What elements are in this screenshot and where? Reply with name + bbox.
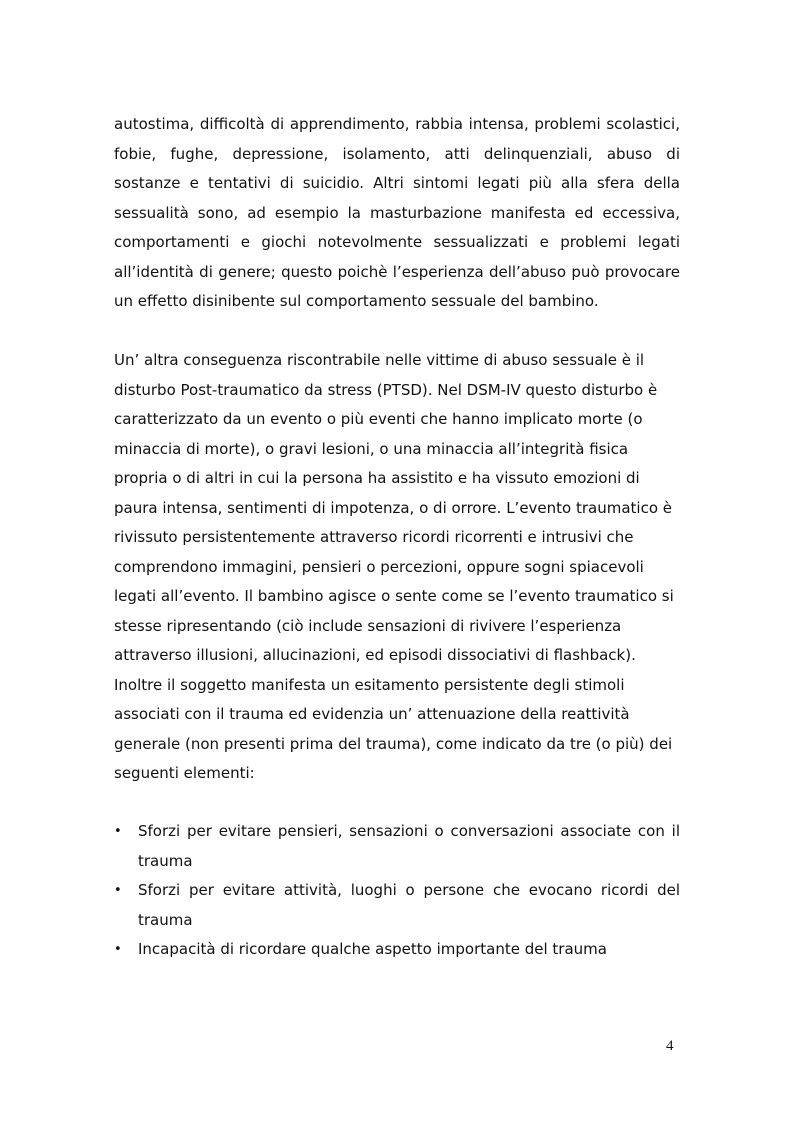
bullet-icon: • [114, 883, 122, 898]
list-item [114, 876, 680, 935]
list-item [114, 817, 680, 876]
page-number: 4 [666, 1038, 674, 1054]
list-item-text: Incapacità di ricordare qualche aspetto importante del trauma [138, 940, 607, 958]
body-paragraph-1: autostima, difficoltà di apprendimento, rabbia intensa, problemi scolastici, fobie, fughe, depressione, isolamento, atti delinquenziali, abuso di sostanze e tentativi di suicidio. Altri sintomi legati più alla sfera della sessualità sono, ad esempio la masturbazione manifesta ed eccessiva, comportamenti e giochi notevolmente sessualizzati e problemi legati all’identità di genere; questo poichè l’esperienza dell’abuso può provocare un effetto disinibente sul comportamento sessuale del bambino. [114, 115, 680, 310]
body-paragraph-2: Un’ altra conseguenza riscontrabile nelle vittime di abuso sessuale è il disturbo Post-traumatico da stress (PTSD). Nel DSM-IV questo disturbo è caratterizzato da un evento o più eventi che hanno implicato morte (o minaccia di morte), o gravi lesioni, o una minaccia all’integrità fisica propria o di altri in cui la persona ha assistito e ha vissuto emozioni di paura intensa, sentimenti di impotenza, o di orrore. L’evento traumatico è rivissuto persistentemente attraverso ricordi ricorrenti e intrusivi che comprendono immagini, pensieri o percezioni, oppure sogni spiacevoli legati all’evento. Il bambino agisce o sente come se l’evento traumatico si stesse ripresentando (ciò include sensazioni di rivivere l’esperienza attraverso illusioni, allucinazioni, ed episodi dissociativi di flashback). Inoltre il soggetto manifesta un esitamento persistente degli stimoli associati con il trauma ed evidenzia un’ attenuazione della reattività generale (non presenti prima del trauma), come indicato da tre (o più) dei seguenti elementi: [114, 351, 674, 782]
bullet-icon: • [114, 942, 122, 957]
list-item-text: Sforzi per evitare attività, luoghi o persone che evocano ricordi del trauma [138, 881, 680, 929]
bullet-icon: • [114, 824, 122, 839]
list-item-text: Sforzi per evitare pensieri, sensazioni o conversazioni associate con il trauma [138, 822, 680, 870]
symptom-bullet-list [114, 817, 680, 965]
list-item [114, 935, 680, 965]
